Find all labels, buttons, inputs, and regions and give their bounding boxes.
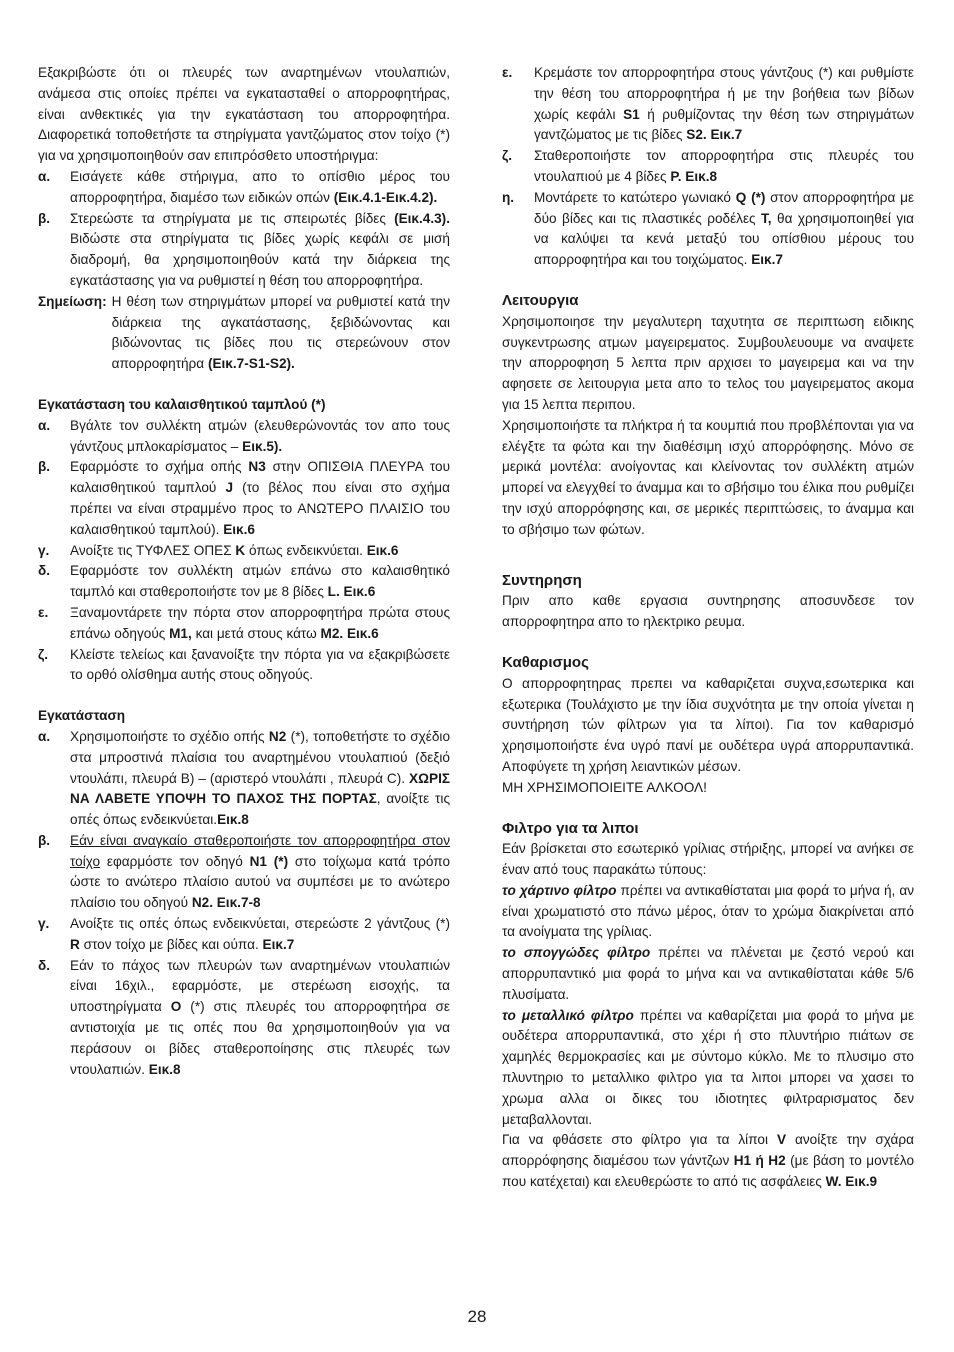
install-item-h: η. Μοντάρετε το κατώτερο γωνιακό Q (*) στον απορροφητήρα με δύο βίδες και τις πλαστικές ροδέλες T, θα χρησιμοποιηθεί για να καλύψει τα κενά μεταξύ του οπίσθιου μέρους του απορροφητήρα και του τοιχώματος. Εικ.7 bbox=[502, 189, 914, 268]
maintenance-heading: Συντηρηση bbox=[502, 571, 582, 589]
install-item-d: δ. Εάν το πάχος των πλευρών των αναρτημένων ντουλαπιών είναι 16χιλ., εφαρμόστε, με στερέωση εισοχής, τα υποστηρίγματα O (*) στις πλευρές του απορροφητήρα σε αντιστοιχία με τις οπές που θα χρησιμοποιηθούν για να περάσουν οι βίδες σταθεροποίησης στις πλευρές των ντουλαπιών. Εικ.8 bbox=[38, 957, 450, 1077]
metal-filter-paragraph: το μεταλλικό φίλτρο πρέπει να καθαρίζεται μια φορά το μήνα με ουδέτερα απορρυπαντικά, στο χέρι ή στο πλυντήριο πιάτων σε χαμηλές θερμοκρασίες και με σύντομο κύκλο. Με το πλυσιμο στο πλυντηριο το μεταλλικο φιλτρο για τα λιποι μπορει να χασει το χρωμα αλλα οι δικες του ιδιοτητες φιλτραρισματος δεν μεταβαλλονται. bbox=[502, 1007, 915, 1127]
install-item-b: β. Εάν είναι αναγκαίο σταθεροποιήστε τον απορροφητήρα στον τοίχο εφαρμόστε τον οδηγό N1 (*) στο τοίχωμα κατά τρόπο ώστε το ανώτερο πλαίσιο αυτού να συμπέσει με το ανώτερο πλαίσιο του οδηγού N2. Εικ.7-8 bbox=[38, 832, 451, 911]
intro-paragraph: Εξακριβώστε ότι οι πλευρές των αναρτημένων ντουλαπιών, ανάμεσα στις οποίες πρέπει να εγκατασταθεί ο απορροφητήρας, είναι ανθεκτικές για την εγκατάσταση του απορροφητήρα. Διαφορετικά τοποθετήστε τα στηρίγματα γαντζώματος στον τοίχο (*) για να χρησιμοποιηθούν σαν επιπρόσθετο υποστήριγμα: bbox=[38, 65, 450, 164]
panel-item-z: ζ. Κλείστε τελείως και ξανανοίξτε την πόρτα για να εξακριβώσετε το ορθό ολίσθημα αυτής στους οδηγούς. bbox=[38, 646, 450, 683]
install-item-e: ε. Κρεμάστε τον απορροφητήρα στους γάντζους (*) και ρυθμίστε την θέση του απορροφητήρα ή με την βοήθεια των βίδων χωρίς κεφάλι S1 ή ρυθμίζοντας την θέση των στηριγμάτων γαντζώματος με τις βίδες S2. Εικ.7 bbox=[502, 65, 915, 143]
cleaning-heading: Καθαρισμος bbox=[502, 653, 589, 671]
install-item-g: γ. Ανοίξτε τις οπές όπως ενδεικνύεται, στερεώστε 2 γάντζους (*) R στον τοίχο με βίδες και ούπα. Εικ.7 bbox=[38, 916, 450, 952]
panel-item-d: δ. Εφαρμόστε τον συλλέκτη ατμών επάνω στο καλαισθητικό ταμπλό και σταθεροποιήστε τον με 8 βίδες L. Εικ.6 bbox=[38, 563, 450, 600]
install-item-z: ζ. Σταθεροποιήστε τον απορροφητήρα στις πλευρές του ντουλαπιού με 4 βίδες P. Εικ.8 bbox=[502, 148, 914, 184]
list-item-a: α. Εισάγετε κάθε στήριγμα, απο το οπίσθιο μέρος του απορροφητήρα, διαμέσο των ειδικών οπών (Εικ.4.1-Εικ.4.2). bbox=[38, 168, 450, 205]
cleaning-warning: ΜΗ ΧΡΗΣΙΜΟΠΟΙΕΙΤΕ ΑΛΚΟΟΛ! bbox=[502, 779, 707, 795]
panel-heading: Εγκατάσταση του καλαισθητικού ταμπλού (*) bbox=[38, 396, 326, 412]
filter-access-paragraph: Για να φθάσετε στο φίλτρο για τα λίποι V ανοίξτε την σχάρα απορρόφησης διαμέσου των γάντζων H1 ή H2 (με βάση το μοντέλο που κατέχεται) και ελευθερώστε το από τις ασφάλειες W. Εικ.9 bbox=[502, 1132, 915, 1190]
installation-heading: Εγκατάσταση bbox=[38, 708, 126, 724]
paper-filter-paragraph: το χάρτινο φίλτρο πρέπει να αντικαθίσταται μια φορά το μήνα ή, αν είναι χρωματιστό στο πάνω μέρος, όταν το χρώμα διακρίνεται από τα ανοίγματα της γρίλιας. bbox=[502, 882, 914, 940]
operation-paragraph-2: Χρησιμοποιήστε τα πλήκτρα ή τα κουμπιά που προβλέπονται για να ελέγξτε τα φώτα και την διαθέσιμη ισχύ απορρόφησης. Μόνο σε μερικά μοντέλα: ανοίγοντας και κλείνοντας τον συλλέκτη ατμών μπορεί να ελεγχθεί το άναμμα και το σβήσιμο του έλικα που ρυθμίζει την ισχύ απορρόφησης και, σε μερικές περιπτώσεις, το άναμμα και το σβήσιμο των φώτων. bbox=[502, 417, 914, 537]
panel-item-e: ε. Ξαναμοντάρετε την πόρτα στον απορροφητήρα πρώτα στους επάνω οδηγούς M1, και μετά στους κάτω M2. Εικ.6 bbox=[38, 604, 450, 641]
install-item-a: α. Χρησιμοποιήστε το σχέδιο οπής N2 (*), τοποθετήστε το σχέδιο στα μπροστινά πλαίσια του αναρτημένου ντουλαπιού (δεξιό ντουλάπι, πλευρά B) – (αριστερό ντουλάπι , πλευρά C). ΧΩΡΙΣ ΝΑ ΛΑΒΕΤΕ ΥΠΟΨΗ ΤΟ ΠΑΧΟΣ ΤΗΣ ΠΟΡΤΑΣ, ανοίξτε τις οπές όπως ενδεικνύεται.Εικ.8 bbox=[38, 728, 451, 828]
operation-heading: Λειτουργια bbox=[502, 291, 579, 309]
note: Σημείωση: Η θέση των στηριγμάτων μπορεί να ρυθμιστεί κατά την διάρκεια της αγκατάστασης, ξεβιδώνοντας και βιδώνοντας τις βίδες που τις στερεώνουν στον απορροφητήρα (Εικ.7-S1-S2). bbox=[38, 293, 450, 372]
operation-paragraph-1: Χρησιμοποιησε την μεγαλυτερη ταχυτητα σε περιπτωση ειδικης συγκεντρωσης ατμων μαγειρεματος. Συμβουλευουμε να αναψετε την απορροφηση 5 λεπτα πριν αρχισει το μαγειρεμα και να την αφησετε σε λειτουργια μετα απο το τελος του μαγειρεματος ακομα για 15 λεπτα περιπου. bbox=[502, 313, 914, 412]
page-number: 28 bbox=[467, 1307, 487, 1326]
sponge-filter-paragraph: το σπογγώδες φίλτρο πρέπει να πλένεται με ζεστό νερού και απορρυπαντικό μια φορά το μήνα και να αντικαθίσταται κάθε 5/6 πλυσίματα. bbox=[502, 945, 914, 1002]
left-column bbox=[38, 63, 450, 1080]
panel-item-a: α. Βγάλτε τον συλλέκτη ατμών (ελευθερώνοντάς τον απο τους γάντζους μπλοκαρίσματος – Εικ.5). bbox=[38, 417, 450, 454]
cleaning-paragraph: Ο απορροφητηρας πρεπει να καθαριζεται συχνα,εσωτερικα και εξωτερικα (Τουλάχιστο με την ίδια συχνότητα με την οποία γίνεται η συντήρηση τών φίλτρων για τα λίποι). Για τον καθαρισμό χρησιμοποιήστε ένα υγρό πανί με ουδέτερα υγρά απορρυπαντικά. Αποφύγετε τη χρήση λειαντικών μέσων. bbox=[502, 675, 914, 774]
grease-filter-intro: Εάν βρίσκεται στο εσωτερικό γρίλιας στήριξης, μπορεί να ανήκει σε έναν από τους παρακάτω τύπους: bbox=[502, 841, 914, 878]
grease-filter-heading: Φιλτρο για τα λιποι bbox=[502, 819, 639, 837]
maintenance-paragraph: Πριν απο καθε εργασια συντηρησης αποσυνδεσε τον απορροφητηρα απο το ηλεκτρικο ρευμα. bbox=[502, 593, 914, 630]
panel-item-b: β. Εφαρμόστε το σχήμα οπής N3 στην ΟΠΙΣΘΙΑ ΠΛΕΥΡΑ του καλαισθητικού ταμπλού J (το βέλος που είναι στο σχήμα πρέπει να είναι στραμμένο προς το ΑΝΩΤΕΡΟ ΠΛΑΙΣΙΟ του καλαισθητικού ταμπλού). Εικ.6 bbox=[38, 459, 451, 537]
right-column bbox=[502, 63, 914, 1193]
panel-item-g: γ. Ανοίξτε τις ΤΥΦΛΕΣ ΟΠΕΣ K όπως ενδεικνύεται. Εικ.6 bbox=[38, 542, 399, 558]
list-item-b: β. Στερεώστε τα στηρίγματα με τις σπειρωτές βίδες (Εικ.4.3). Βιδώστε στα στηρίγματα τις βίδες χωρίς κεφάλι σε μισή διαδρομή, θα χρησιμοποιηθούν κατά την διάρκεια της εγκατάστασης για να ρυθμιστεί η θέση του απορροφητήρα. bbox=[38, 210, 450, 288]
